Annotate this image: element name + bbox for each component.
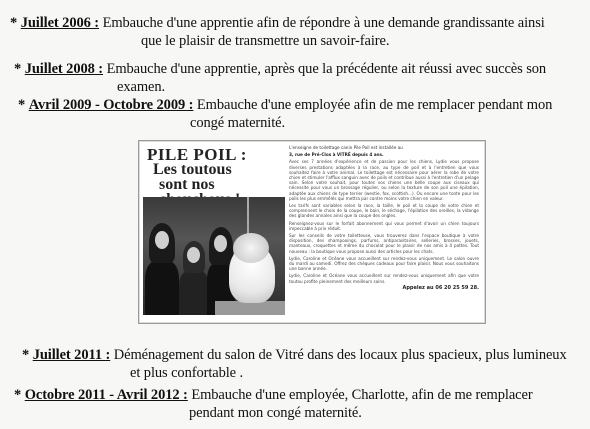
leash (247, 197, 249, 237)
entry-date: Avril 2009 - Octobre 2009 : (28, 97, 194, 113)
entry-text: Embauche d'une employée, Charlotte, afin de me remplacer (191, 387, 533, 403)
entry-text: Embauche d'une employée afin de me remplacer pendant mon (196, 97, 553, 113)
clipping-photo (143, 197, 285, 315)
article-paragraph: Lydie, Caroline et Océane vous accueillent sur rendez-vous uniquement. Le salon ouvre du mardi au samedi. Offrez des chèques cadeaux pour faire plaisir. Nous vous souhaitons une bonne année. (289, 255, 479, 272)
entry-text-continued: pendant mon congé maternité. (189, 405, 362, 421)
person-silhouette (145, 261, 179, 315)
history-entry (14, 60, 586, 96)
article-paragraph: Lydie, Caroline et Océane vous accueillent sur rendez-vous uniquement afin que votre toutou profite pleinement des meilleurs soins. (289, 273, 479, 284)
entry-text: Déménagement du salon de Vitré dans des locaux plus spacieux, plus lumineux (113, 347, 567, 363)
bullet-star: * (18, 97, 26, 113)
entry-date: Juillet 2011 : (32, 347, 111, 363)
article-paragraph: Sur les conseils de votre toiletteuse, vous trouverez dans l'espace boutique à votre disposition, des shampooings, parfums, antiparasitaires, selleries, brosses, jouets, manteaux, croquettes et même du chocolat pour le plaisir de nos amis à 4 pattes. Tout nouveau : la boutique vous propose aussi des articles pour les chats. (289, 233, 479, 254)
entry-text-continued: que le plaisir de transmettre un savoir-faire. (141, 33, 390, 49)
entry-text-continued: congé maternité. (190, 115, 286, 131)
article-paragraph: 3, rue de Pré-Clos à VITRÉ depuis 4 ans. (289, 152, 384, 158)
history-entry (14, 386, 586, 422)
entry-date: Juillet 2008 : (24, 61, 104, 77)
newspaper-clipping (138, 140, 486, 324)
headline-line: Les toutous (153, 161, 232, 178)
person-face (214, 235, 227, 252)
entry-text-continued: et plus confortable . (130, 365, 244, 381)
person-face (187, 247, 200, 263)
entry-text: Embauche d'une apprentie, après que la précédente ait réussi avec succès son (106, 61, 547, 77)
clipping-article (289, 145, 479, 319)
dog-head (233, 233, 269, 263)
article-paragraph: Renseignez-vous sur le forfait abonnement qui vous permet d'avoir un chien toujours impeccable à prix réduit. (289, 220, 479, 231)
article-paragraph: L'enseigne de toilettage canin Pile Poil est installée au (289, 145, 403, 150)
history-entry (10, 14, 585, 50)
history-entry (22, 346, 588, 382)
person-face (155, 231, 169, 249)
bullet-star: * (22, 347, 30, 363)
bullet-star: * (10, 15, 18, 31)
grooming-table (215, 301, 285, 315)
entry-date: Octobre 2011 - Avril 2012 : (24, 387, 188, 403)
article-paragraph: Les tarifs sont variables selon la race, la taille, le poil et la coupe de votre chien et comprennent le choix de la coupe, le bain, le séchage, l'épilation des oreilles, la vidange des glandes annales ainsi que la coupe des ongles. (289, 203, 479, 219)
entry-text-continued: examen. (117, 79, 166, 95)
bullet-star: * (14, 61, 22, 77)
headline-line: sont nos (159, 176, 215, 193)
article-paragraph: Avec ses 7 années d'expérience et de passion pour les chiens, Lydie vous propose diverses prestations adaptées à la race, au type de poil et à l'entretien que vous souhaitez faire à votre animal. Le toilettage est nécessaire pour aérer la robe de votre chien et stimuler l'afflux sanguin avec de poils et contribue aussi à l'entretien d'un pelage sain. Selon votre souhait, pour toutes vos chiens une belle coupe aux ciseaux qui nécessite pour vous un brossage régulier, ou selon la texture de son poil une épilation, adaptée aux chiens de type terrier (westie, fox, scottish...). Ou encore une tonte pour les poils les plus emmêlés qui mettra par contre moins votre chien en valeur. (289, 159, 479, 201)
headline-line: PILE POIL : (147, 145, 247, 164)
bullet-star: * (14, 387, 22, 403)
entry-text: Embauche d'une apprentie afin de répondre à une demande grandissante ainsi (102, 15, 545, 31)
article-phone: Appelez au 06 20 25 59 28. (402, 284, 479, 291)
history-entry (18, 96, 584, 132)
person-silhouette (179, 271, 209, 315)
entry-date: Juillet 2006 : (20, 15, 100, 31)
